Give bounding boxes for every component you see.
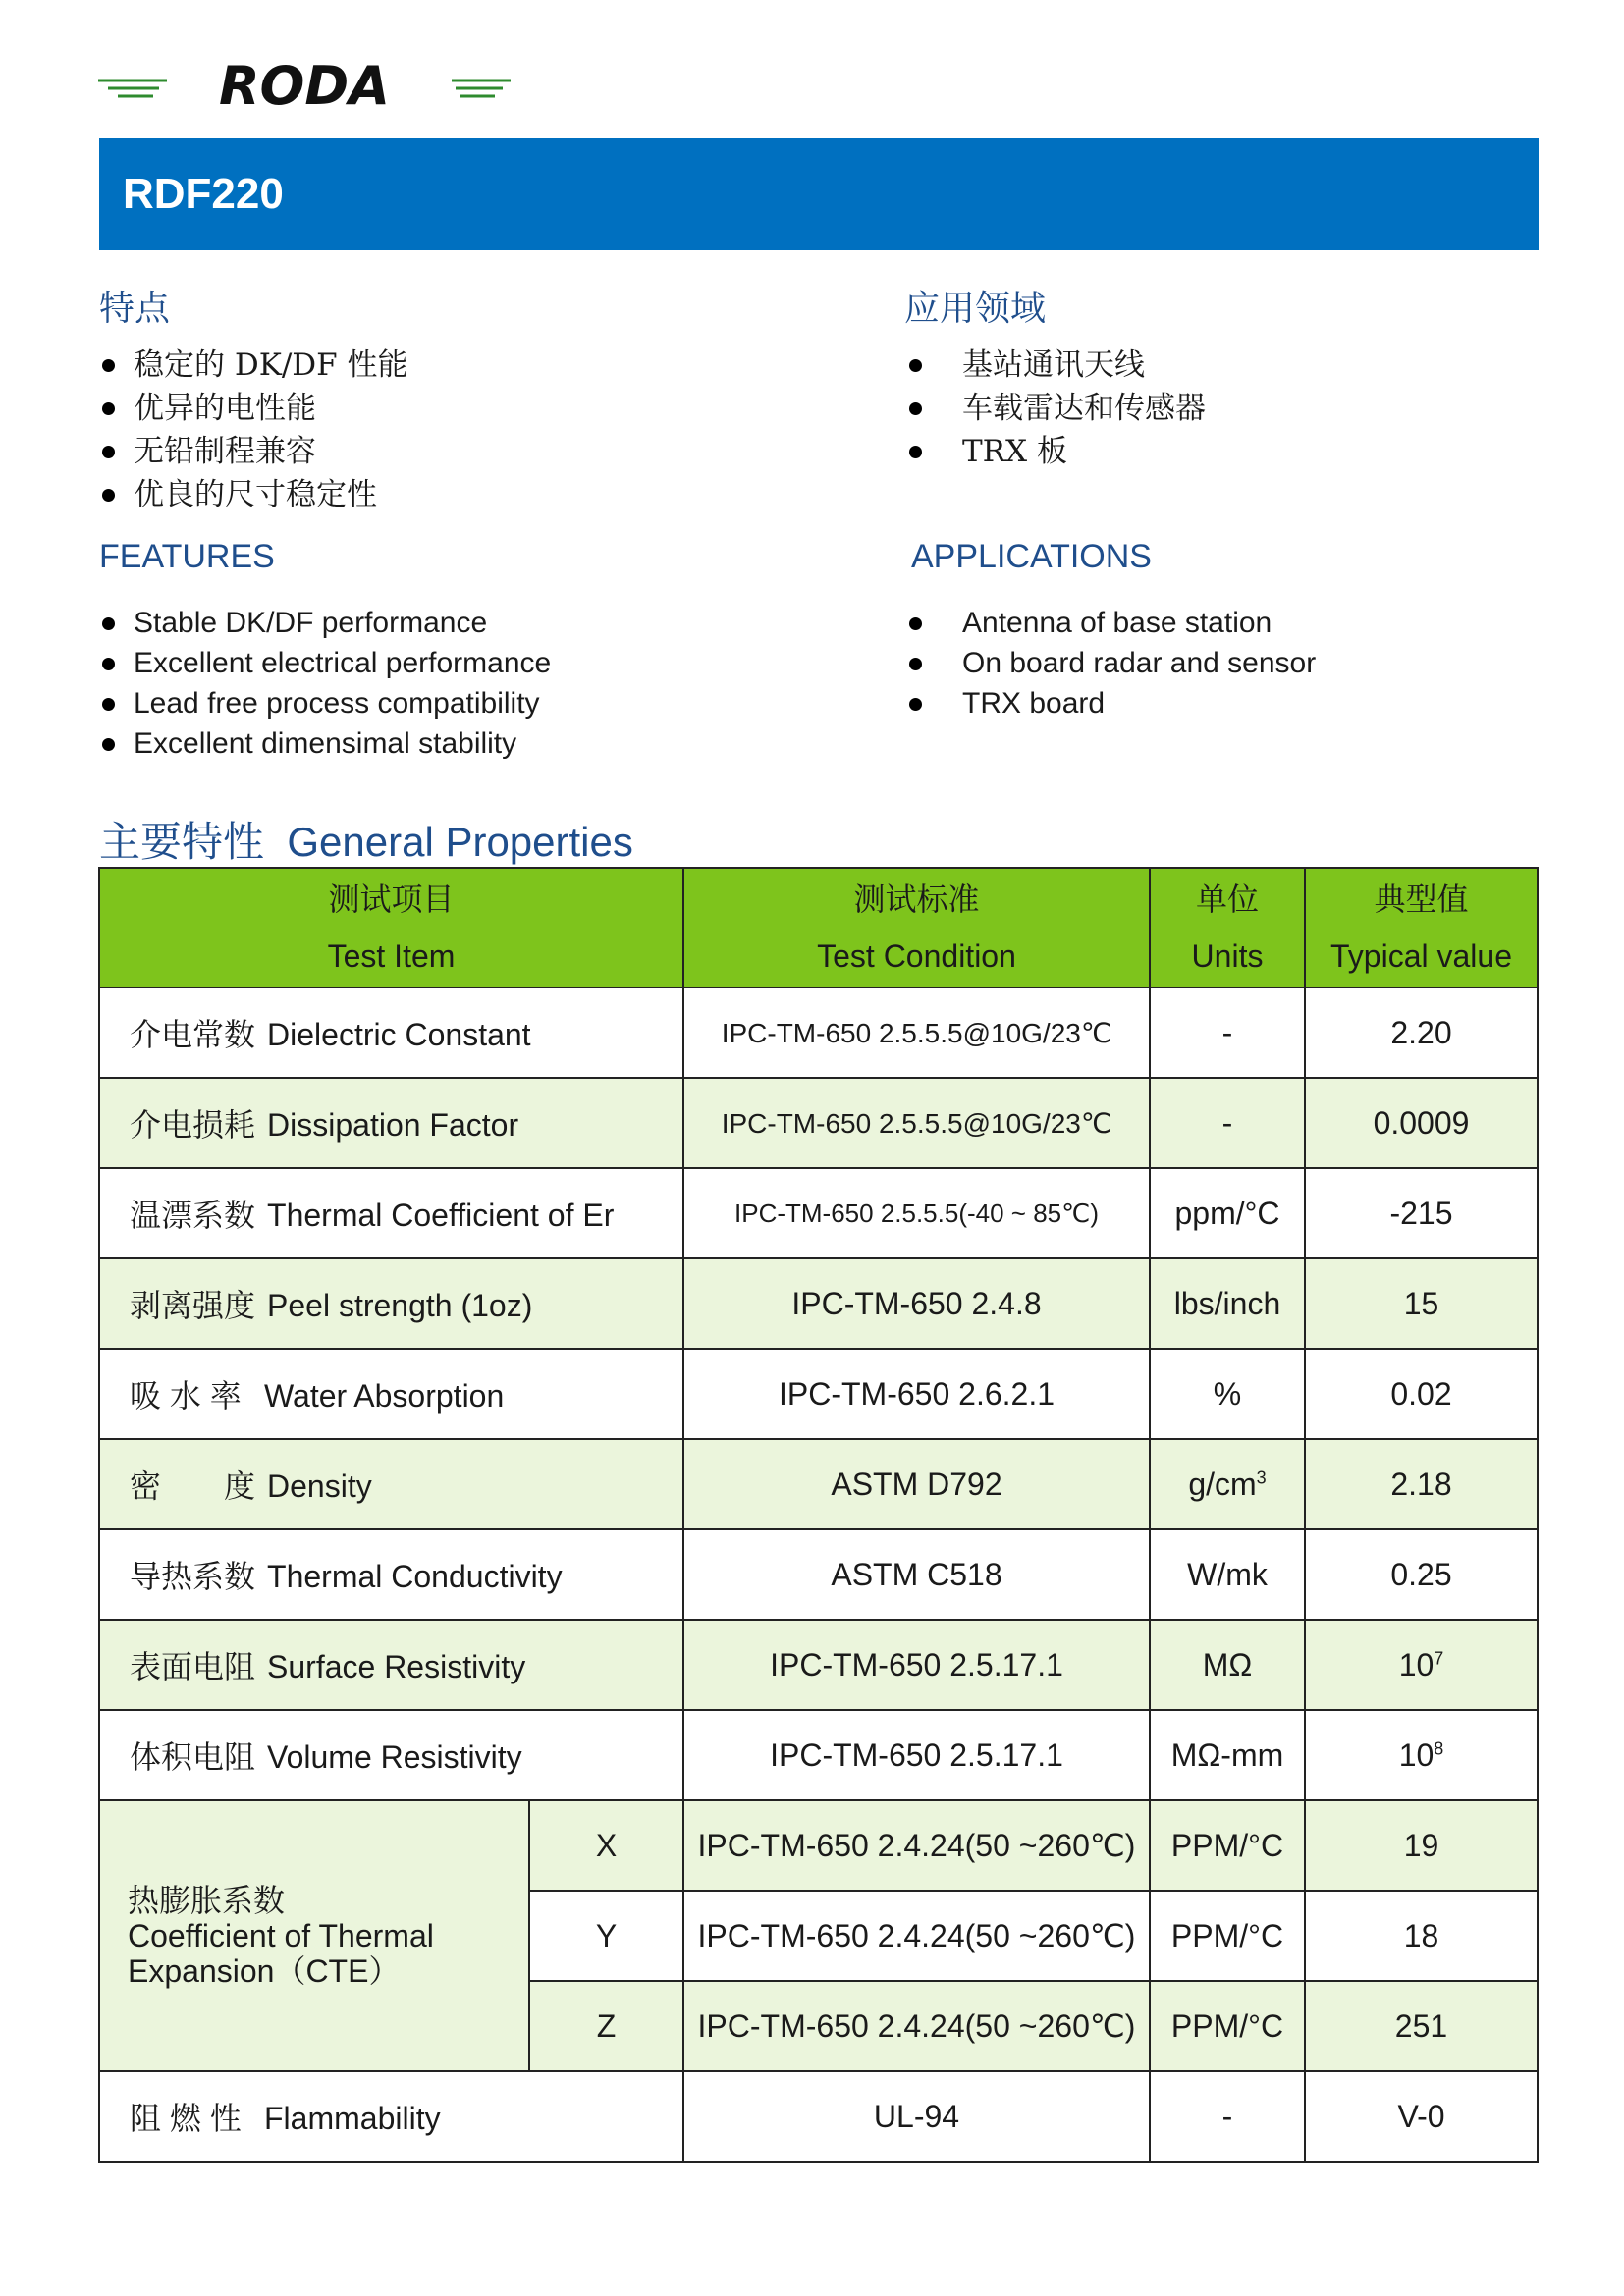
value-cell: $10^7$ xyxy=(1305,1620,1538,1710)
units-cell: - xyxy=(1150,1078,1305,1168)
table-row xyxy=(99,2071,1538,2162)
cte-axis-cell: Z xyxy=(529,1981,683,2071)
title-en: General Properties xyxy=(287,819,633,865)
condition-cell: UL-94 xyxy=(683,2071,1150,2162)
condition-cell: ASTM C518 xyxy=(683,1529,1150,1620)
item-cell: 剥离强度 Peel strength (1oz) xyxy=(99,1258,683,1349)
value-cell: -215 xyxy=(1305,1168,1538,1258)
features-cn-heading: 特点 xyxy=(99,288,171,328)
list-item: TRX 板 xyxy=(905,430,1206,473)
list-item: Lead free process compatibility xyxy=(98,683,551,723)
title-cn: 主要特性 xyxy=(99,819,265,865)
units-cell: $g/cm^3$ xyxy=(1150,1439,1305,1529)
item-cell: 温漂系数 Thermal Coefficient of Er xyxy=(99,1168,683,1258)
bullet-icon xyxy=(102,402,115,415)
value-cell: 15 xyxy=(1305,1258,1538,1349)
table-row xyxy=(99,1349,1538,1439)
table-row xyxy=(99,1258,1538,1349)
applications-cn-heading: 应用领域 xyxy=(904,288,1047,328)
value-cell: $10^8$ xyxy=(1305,1710,1538,1800)
units-cell: MΩ xyxy=(1150,1620,1305,1710)
item-cell: 阻 燃 性 Flammability xyxy=(99,2071,683,2162)
condition-cell: IPC-TM-650 2.6.2.1 xyxy=(683,1349,1150,1439)
table-header-row xyxy=(99,868,1538,988)
units-cell: MΩ-mm xyxy=(1150,1710,1305,1800)
applications-en-list xyxy=(905,603,1316,723)
condition-cell: IPC-TM-650 2.5.5.5@10G/23℃ xyxy=(683,1078,1150,1168)
item-cell: 吸 水 率 Water Absorption xyxy=(99,1349,683,1439)
logo-text: RODA xyxy=(218,55,391,112)
value-cell: 18 xyxy=(1305,1891,1538,1981)
roda-logo xyxy=(98,55,511,112)
units-cell: - xyxy=(1150,988,1305,1078)
bullet-icon xyxy=(909,617,922,630)
bullet-icon xyxy=(102,738,115,751)
item-cell: 介电常数 Dielectric Constant xyxy=(99,988,683,1078)
condition-cell: IPC-TM-650 2.5.17.1 xyxy=(683,1710,1150,1800)
value-cell: 0.25 xyxy=(1305,1529,1538,1620)
cte-axis-cell: Y xyxy=(529,1891,683,1981)
product-name: RDF220 xyxy=(123,170,284,218)
table-row xyxy=(99,1620,1538,1710)
header-typical-value: 典型值 Typical value xyxy=(1305,868,1538,988)
item-cell: 介电损耗 Dissipation Factor xyxy=(99,1078,683,1168)
item-cell: 表面电阻 Surface Resistivity xyxy=(99,1620,683,1710)
features-cn-list xyxy=(98,344,408,516)
table-row xyxy=(99,1168,1538,1258)
header-test-item: 测试项目 Test Item xyxy=(99,868,683,988)
units-cell: lbs/inch xyxy=(1150,1258,1305,1349)
list-item: 稳定的 DK/DF 性能 xyxy=(98,344,408,387)
general-properties-title xyxy=(99,810,633,869)
condition-cell: IPC-TM-650 2.5.5.5(-40 ~ 85℃) xyxy=(683,1168,1150,1258)
list-item: Excellent electrical performance xyxy=(98,643,551,683)
value-cell: 0.02 xyxy=(1305,1349,1538,1439)
condition-cell: IPC-TM-650 2.4.24(50 ~260℃) xyxy=(683,1891,1150,1981)
bullet-icon xyxy=(102,617,115,630)
table-row xyxy=(99,988,1538,1078)
list-item: Stable DK/DF performance xyxy=(98,603,551,643)
list-item: 基站通讯天线 xyxy=(905,344,1206,387)
item-cell: 体积电阻 Volume Resistivity xyxy=(99,1710,683,1800)
item-cell: 导热系数 Thermal Conductivity xyxy=(99,1529,683,1620)
units-cell: % xyxy=(1150,1349,1305,1439)
bullet-icon xyxy=(909,658,922,670)
condition-cell: IPC-TM-650 2.5.5.5@10G/23℃ xyxy=(683,988,1150,1078)
bullet-icon xyxy=(102,698,115,711)
list-item: 优良的尺寸稳定性 xyxy=(98,473,408,516)
table-row xyxy=(99,1529,1538,1620)
cte-axis-cell: X xyxy=(529,1800,683,1891)
list-item: Excellent dimensimal stability xyxy=(98,723,551,764)
value-cell: 0.0009 xyxy=(1305,1078,1538,1168)
bullet-icon xyxy=(102,658,115,670)
condition-cell: ASTM D792 xyxy=(683,1439,1150,1529)
bullet-icon xyxy=(102,446,115,458)
condition-cell: IPC-TM-650 2.4.24(50 ~260℃) xyxy=(683,1800,1150,1891)
condition-cell: IPC-TM-650 2.4.8 xyxy=(683,1258,1150,1349)
value-cell: 19 xyxy=(1305,1800,1538,1891)
properties-table xyxy=(98,867,1539,2163)
units-cell: ppm/°C xyxy=(1150,1168,1305,1258)
applications-cn-list xyxy=(905,344,1206,473)
bullet-icon xyxy=(102,359,115,372)
header-test-condition: 测试标准 Test Condition xyxy=(683,868,1150,988)
applications-en-heading: APPLICATIONS xyxy=(911,538,1152,575)
item-cell: 密 度 Density xyxy=(99,1439,683,1529)
table-row xyxy=(99,1078,1538,1168)
table-row xyxy=(99,1710,1538,1800)
table-row xyxy=(99,1439,1538,1529)
product-banner xyxy=(99,138,1539,250)
units-cell: W/mk xyxy=(1150,1529,1305,1620)
value-cell: 2.20 xyxy=(1305,988,1538,1078)
list-item: TRX board xyxy=(905,683,1316,723)
condition-cell: IPC-TM-650 2.5.17.1 xyxy=(683,1620,1150,1710)
bullet-icon xyxy=(102,489,115,502)
cte-item-cell: 热膨胀系数 Coefficient of Thermal Expansion（CTE） xyxy=(99,1800,529,2071)
value-cell: 2.18 xyxy=(1305,1439,1538,1529)
header-units: 单位 Units xyxy=(1150,868,1305,988)
list-item: 优异的电性能 xyxy=(98,387,408,430)
units-cell: PPM/°C xyxy=(1150,1800,1305,1891)
units-cell: PPM/°C xyxy=(1150,1981,1305,2071)
bullet-icon xyxy=(909,446,922,458)
list-item: On board radar and sensor xyxy=(905,643,1316,683)
list-item: Antenna of base station xyxy=(905,603,1316,643)
value-cell: 251 xyxy=(1305,1981,1538,2071)
list-item: 无铅制程兼容 xyxy=(98,430,408,473)
condition-cell: IPC-TM-650 2.4.24(50 ~260℃) xyxy=(683,1981,1150,2071)
units-cell: - xyxy=(1150,2071,1305,2162)
value-cell: V-0 xyxy=(1305,2071,1538,2162)
bullet-icon xyxy=(909,402,922,415)
list-item: 车载雷达和传感器 xyxy=(905,387,1206,430)
features-en-list xyxy=(98,603,551,764)
features-en-heading: FEATURES xyxy=(99,538,275,575)
bullet-icon xyxy=(909,359,922,372)
units-cell: PPM/°C xyxy=(1150,1891,1305,1981)
bullet-icon xyxy=(909,698,922,711)
table-row-cte-x xyxy=(99,1800,1538,1891)
